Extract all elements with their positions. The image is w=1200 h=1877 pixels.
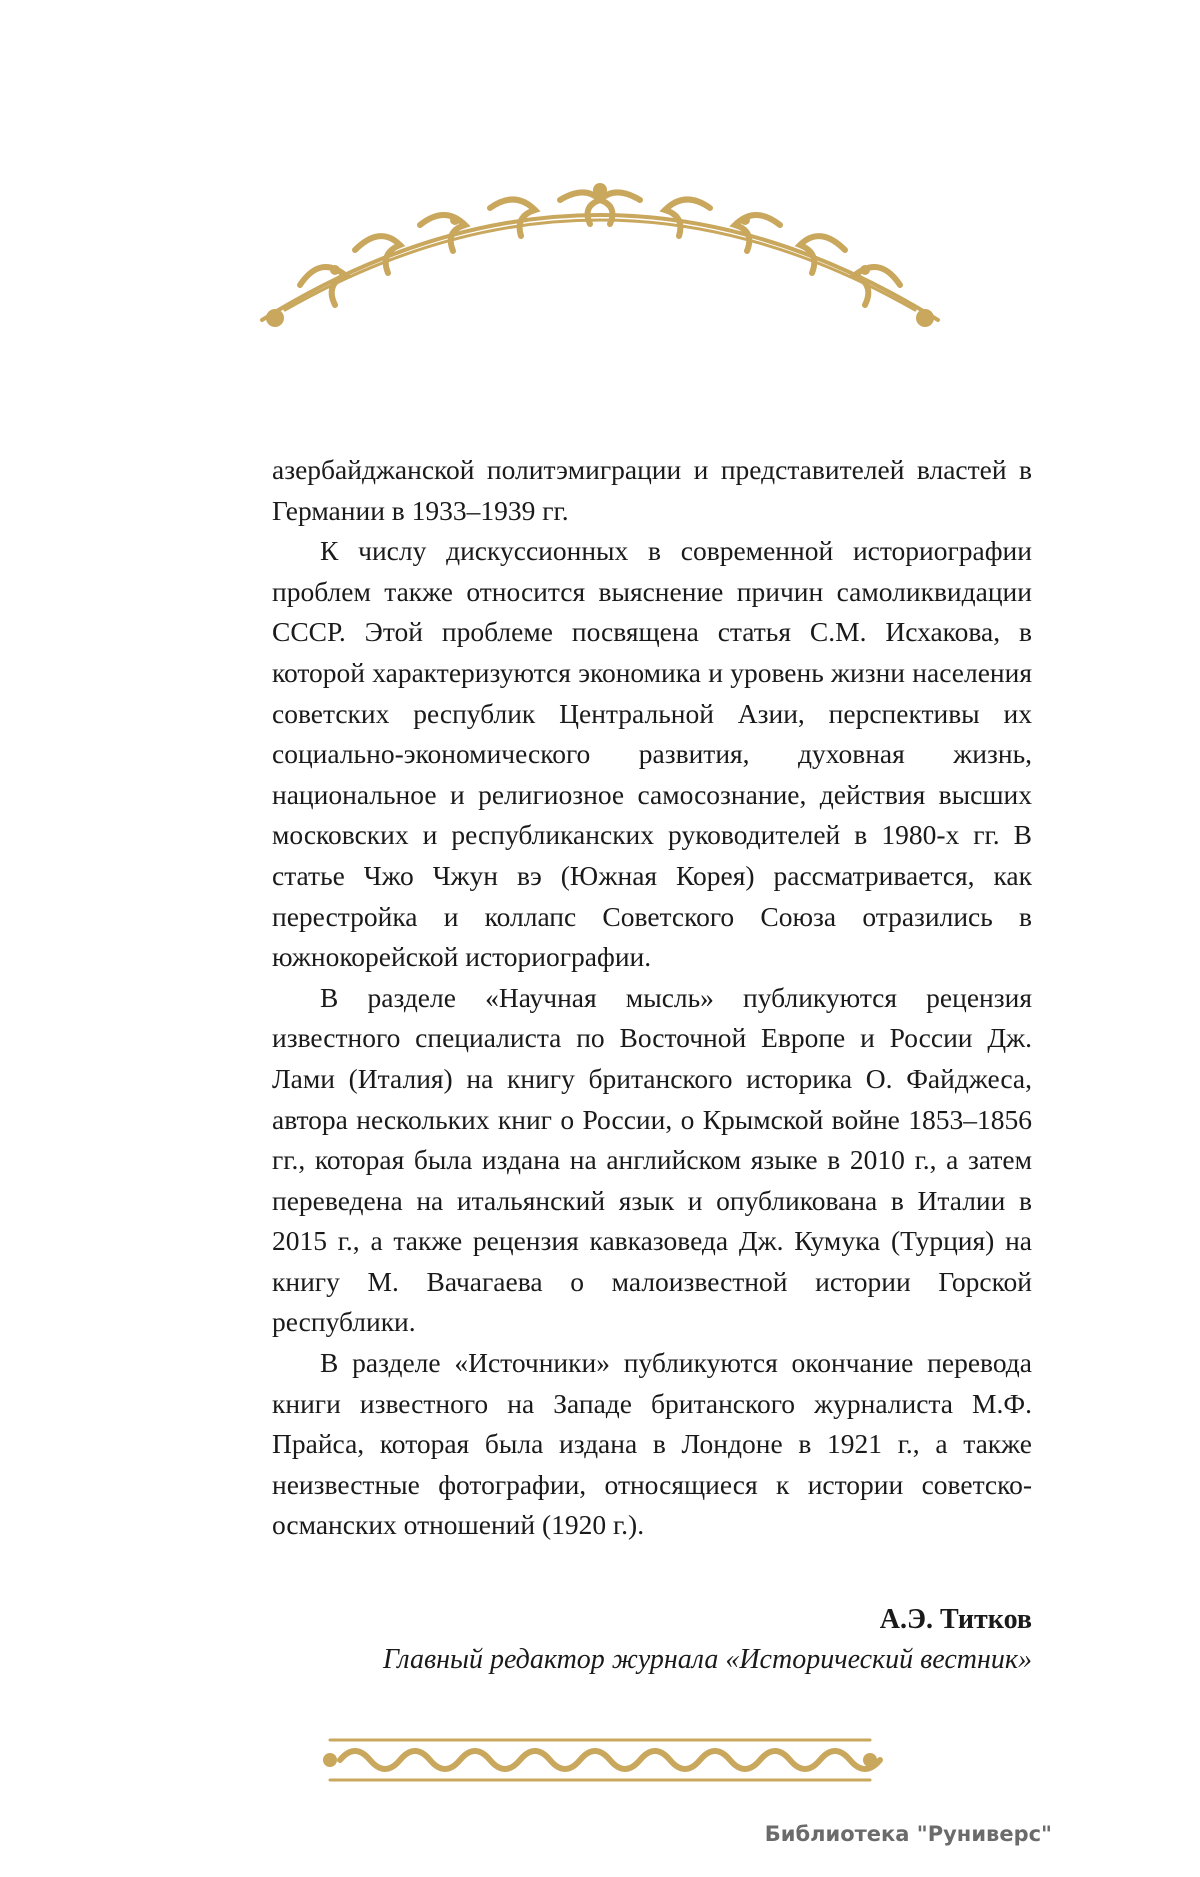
body-text	[272, 450, 1032, 1546]
author-name: А.Э. Титков	[879, 1604, 1032, 1635]
paragraph-4: В разделе «Источники» публикуются окончание перевода книги известного на Западе британского журналиста М.Ф. Прайса, которая была издана в Лондоне в 1921 г., а также неизвестные фотографии, относящиеся к истории советско-османских отношений (1920 г.).	[272, 1347, 1032, 1541]
top-arch-ornament	[0, 150, 1200, 340]
library-watermark: Библиотека "Руниверс"	[764, 1822, 1052, 1846]
paragraph-3: В разделе «Научная мысль» публикуются рецензия известного специалиста по Восточной Европе и России Дж. Лами (Италия) на книгу британского историка О. Файджеса, автора нескольких книг о России, о Крымской войне 1853–1856 гг., которая была издана на английском языке в 2010 г., а затем переведена на итальянский язык и опубликована в Италии в 2015 г., а также рецензия кавказоведа Дж. Кумука (Турция) на книгу М. Вачагаева о малоизвестной истории Горской республики.	[272, 981, 1032, 1338]
paragraph-1: азербайджанской политэмиграции и представителей властей в Германии в 1933–1939 гг.	[272, 454, 1032, 526]
bottom-border-ornament	[0, 1730, 1200, 1790]
signature-block	[383, 1600, 1032, 1680]
paragraph-2: К числу дискуссионных в современной историографии проблем также относится выяснение причин самоликвидации СССР. Этой проблеме посвящена статья С.М. Исхакова, в которой характеризуются экономика и уровень жизни населения советских республик Центральной Азии, перспективы их социально-экономического развития, духовная жизнь, национальное и религиозное самосознание, действия высших московских и республиканских руководителей в 1980-х гг. В статье Чжо Чжун вэ (Южная Корея) рассматривается, как перестройка и коллапс Советского Союза отразились в южнокорейской историографии.	[272, 535, 1032, 973]
author-title: Главный редактор журнала «Исторический вестник»	[382, 1644, 1032, 1675]
